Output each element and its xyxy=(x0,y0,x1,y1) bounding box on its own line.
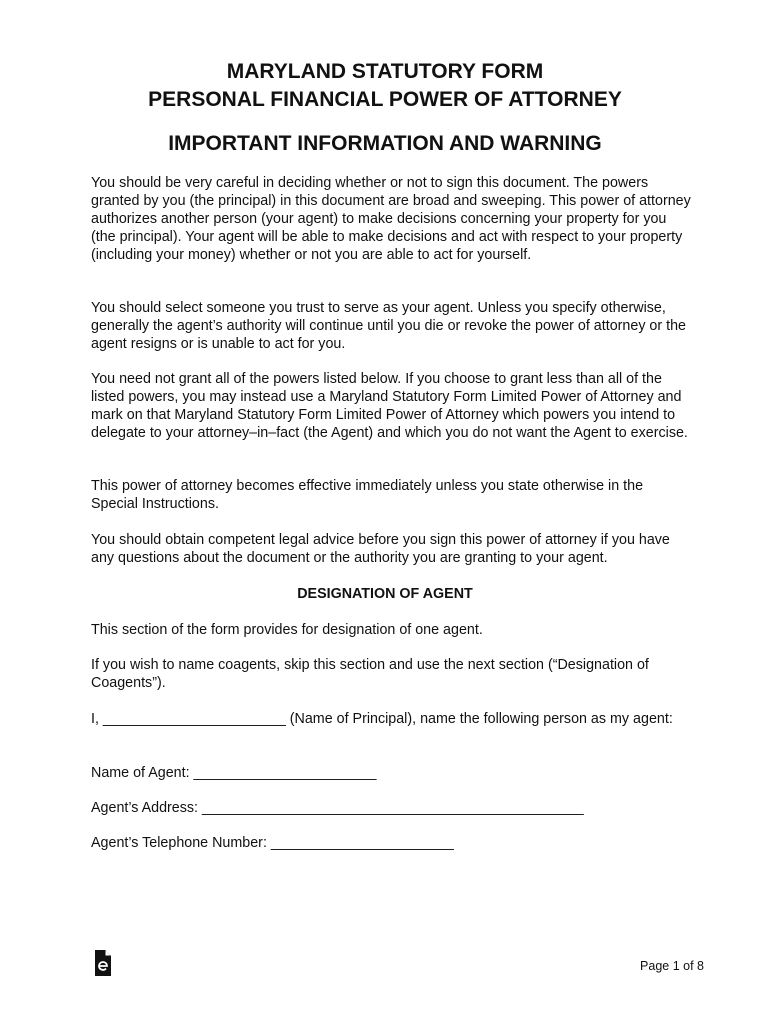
warning-paragraph-1: You should be very careful in deciding whether or not to sign this document. The powers granted by you (the principal) in this document are broad and sweeping. This power of attorney authorizes another person (your agent) to make decisions concerning your property for you (the principal). Your agent will be able to make decisions and act with respect to your property (including your money) whether or not you are able to act for yourself. xyxy=(91,175,691,263)
form-title-line-1: MARYLAND STATUTORY FORM xyxy=(226,60,544,83)
warning-paragraph-4: This power of attorney becomes effective immediately unless you state otherwise in the Special Instructions. xyxy=(91,478,644,512)
warning-paragraph-2: You should select someone you trust to serve as your agent. Unless you specify otherwise, generally the agent’s authority will continue until you die or revoke the power of attorney or the agent resigns or is unable to act for you. xyxy=(91,300,686,352)
agent-telephone-field[interactable]: Agent’s Telephone Number: _______________________ xyxy=(91,835,454,851)
warning-heading: IMPORTANT INFORMATION AND WARNING xyxy=(168,132,602,155)
principal-name-line[interactable]: I, _______________________ (Name of Principal), name the following person as my agent: xyxy=(91,711,673,727)
designation-paragraph-2: If you wish to name coagents, skip this section and use the next section (“Designation of Coagents”). xyxy=(91,657,649,691)
agent-name-field[interactable]: Name of Agent: _______________________ xyxy=(91,765,377,781)
form-title-line-2: PERSONAL FINANCIAL POWER OF ATTORNEY xyxy=(148,88,622,111)
warning-paragraph-3: You need not grant all of the powers listed below. If you choose to grant less than all of the listed powers, you may instead use a Maryland Statutory Form Limited Power of Attorney and mark on that Maryland Statutory Form Limited Power of Attorney which powers you intend to delegate to your attorney–in–fact (the Agent) and which you do not want the Agent to exercise. xyxy=(91,371,688,441)
agent-address-field[interactable]: Agent’s Address: ________________________________________________ xyxy=(91,800,584,816)
designation-paragraph-1: This section of the form provides for designation of one agent. xyxy=(91,622,483,638)
document-logo-icon xyxy=(93,948,113,978)
page-number: Page 1 of 8 xyxy=(640,959,704,973)
warning-paragraph-5: You should obtain competent legal advice before you sign this power of attorney if you have any questions about the document or the authority you are granting to your agent. xyxy=(91,532,670,566)
designation-heading: DESIGNATION OF AGENT xyxy=(297,586,473,602)
